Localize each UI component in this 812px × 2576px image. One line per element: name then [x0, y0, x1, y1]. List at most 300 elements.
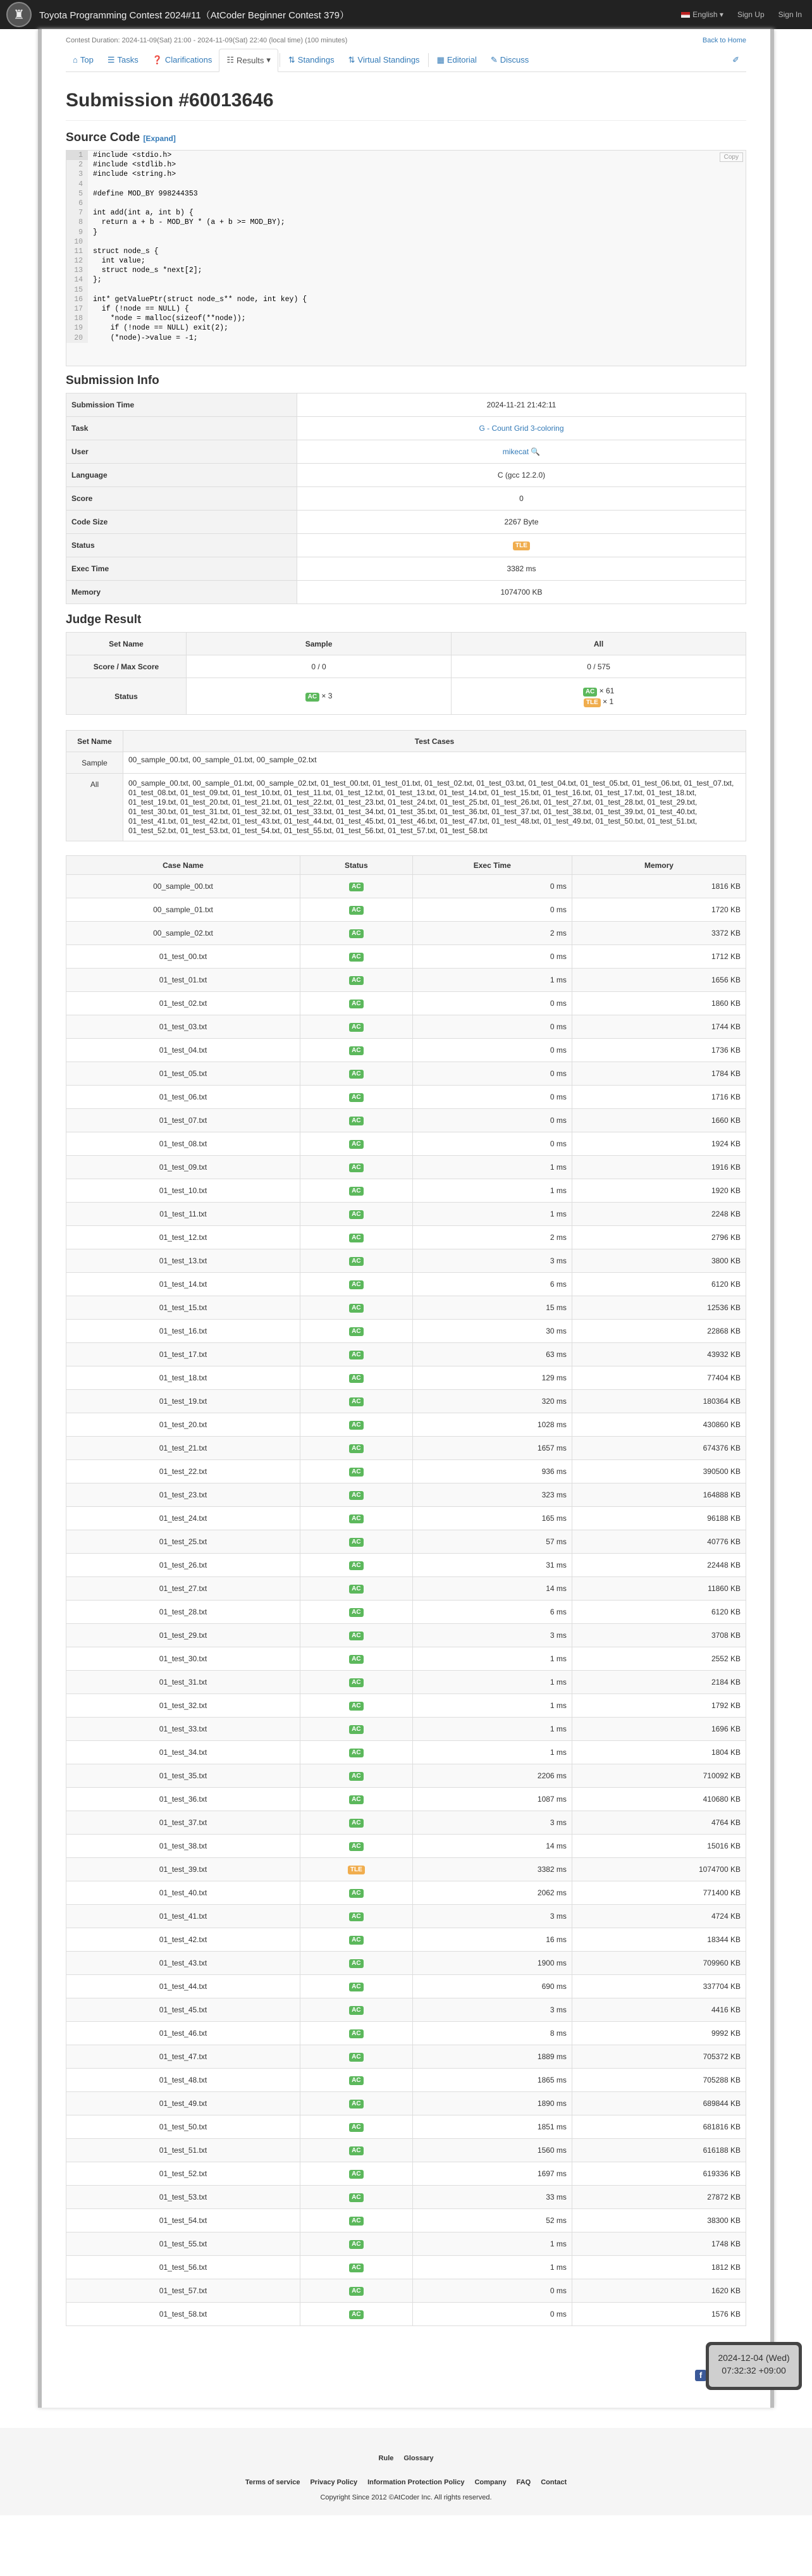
code-line: [66, 160, 746, 170]
table-row: [66, 1788, 746, 1811]
table-row: [66, 898, 746, 922]
case-status: [300, 1764, 412, 1788]
footer-link[interactable]: Glossary: [403, 2455, 434, 2462]
case-status: [300, 1998, 412, 2022]
status-badge: AC: [349, 1093, 363, 1102]
caret-down-icon: ▾: [266, 55, 271, 65]
sign-in-link[interactable]: Sign In: [778, 10, 802, 19]
table-row: [66, 2162, 746, 2186]
info-value: [297, 417, 746, 440]
tab-clarifications[interactable]: [145, 48, 219, 71]
memory: 1660 KB: [572, 1109, 746, 1132]
code-text: int add(int a, int b) {: [93, 209, 194, 218]
sample-status: [187, 678, 452, 715]
exec-time: 1 ms: [412, 1179, 572, 1203]
test-cases-header: Test Cases: [123, 731, 746, 752]
exec-time: 0 ms: [412, 1086, 572, 1109]
case-status: [300, 1647, 412, 1671]
info-row: [66, 557, 746, 581]
sign-up-link[interactable]: Sign Up: [737, 10, 765, 19]
table-row: [66, 1718, 746, 1741]
footer-link[interactable]: FAQ: [516, 2479, 531, 2486]
tab-standings[interactable]: [281, 48, 341, 71]
status-badge: AC: [583, 688, 597, 697]
exec-time: 0 ms: [412, 1109, 572, 1132]
info-key: Task: [66, 417, 297, 440]
memory: 3708 KB: [572, 1624, 746, 1647]
memory: 6120 KB: [572, 1601, 746, 1624]
case-status: [300, 2069, 412, 2092]
pin-icon[interactable]: ✐: [732, 54, 739, 65]
memory: 2248 KB: [572, 1203, 746, 1226]
table-row: [66, 1835, 746, 1858]
case-status: [300, 1952, 412, 1975]
table-row: [66, 1132, 746, 1156]
line-number: 18: [66, 314, 88, 323]
status-badge: AC: [349, 2053, 363, 2062]
case-status: [300, 1881, 412, 1905]
info-value: [297, 511, 746, 534]
case-status: [300, 1226, 412, 1249]
memory: 1924 KB: [572, 1132, 746, 1156]
tab-editorial[interactable]: [430, 48, 484, 71]
memory: 2184 KB: [572, 1671, 746, 1694]
tab-tasks[interactable]: [101, 48, 145, 71]
table-row: [66, 1156, 746, 1179]
line-number: 7: [66, 208, 88, 218]
table-row: [66, 2092, 746, 2115]
exec-time: 3 ms: [412, 1905, 572, 1928]
language-selector[interactable]: English ▾: [681, 10, 723, 19]
exec-time: 323 ms: [412, 1483, 572, 1507]
status-badge: AC: [349, 1819, 363, 1828]
info-key: Language: [66, 464, 297, 487]
status-badge: AC: [349, 2170, 363, 2179]
case-name: 01_test_44.txt: [66, 1975, 300, 1998]
info-key: Submission Time: [66, 393, 297, 417]
memory: 2552 KB: [572, 1647, 746, 1671]
all-cases: 00_sample_00.txt, 00_sample_01.txt, 00_sample_02.txt, 01_test_00.txt, 01_test_01.txt, 01_test_02.txt, 01_test_03.txt, 01_test_04.txt, 01_test_05.txt, 01_test_06.txt, 01_test_07.txt, 01_test_08.txt, 01_test_09.txt, 01_test_10.txt, 01_test_11.txt, 01_test_12.txt, 01_test_13.txt, 01_test_14.txt, 01_test_15.txt, 01_test_16.txt, 01_test_17.txt, 01_test_18.txt, 01_test_19.txt, 01_test_20.txt, 01_test_21.txt, 01_test_22.txt, 01_test_23.txt, 01_test_24.txt, 01_test_25.txt, 01_test_26.txt, 01_test_27.txt, 01_test_28.txt, 01_test_29.txt, 01_test_30.txt, 01_test_31.txt, 01_test_32.txt, 01_test_33.txt, 01_test_34.txt, 01_test_35.txt, 01_test_36.txt, 01_test_37.txt, 01_test_38.txt, 01_test_39.txt, 01_test_40.txt, 01_test_41.txt, 01_test_42.txt, 01_test_43.txt, 01_test_44.txt, 01_test_45.txt, 01_test_46.txt, 01_test_47.txt, 01_test_48.txt, 01_test_49.txt, 01_test_50.txt, 01_test_51.txt, 01_test_52.txt, 01_test_53.txt, 01_test_54.txt, 01_test_55.txt, 01_test_56.txt, 01_test_57.txt, 01_test_58.txt: [123, 774, 746, 841]
info-row: [66, 487, 746, 511]
case-status: [300, 1156, 412, 1179]
comment-icon: ✎: [490, 54, 498, 65]
status-badge: AC: [349, 2217, 363, 2226]
case-name: 01_test_29.txt: [66, 1624, 300, 1647]
code-text: [88, 285, 93, 295]
code-line: [66, 304, 746, 314]
footer-link[interactable]: Terms of service: [245, 2479, 300, 2486]
exec-time: 0 ms: [412, 898, 572, 922]
status-entry: [457, 686, 741, 697]
case-name: 00_sample_01.txt: [66, 898, 300, 922]
source-code-heading: [66, 131, 746, 145]
exec-time: 1851 ms: [412, 2115, 572, 2139]
status-count: × 61: [597, 686, 615, 695]
exec-time: 2 ms: [412, 1226, 572, 1249]
code-line: [66, 333, 746, 343]
info-value-text: 1074700 KB: [500, 588, 543, 597]
exec-time: 320 ms: [412, 1390, 572, 1413]
table-row: [66, 2209, 746, 2232]
case-name: 01_test_15.txt: [66, 1296, 300, 1320]
source-code-editor[interactable]: [66, 150, 746, 366]
exec-time: 0 ms: [412, 945, 572, 969]
sort-icon: ⇅: [288, 54, 295, 65]
table-row: [66, 922, 746, 945]
info-value-text: 2024-11-21 21:42:11: [486, 400, 557, 409]
memory: 164888 KB: [572, 1483, 746, 1507]
status-badge: AC: [349, 1070, 363, 1079]
line-number: 8: [66, 218, 88, 227]
tab-virtual-standings[interactable]: [341, 48, 427, 71]
code-line: [66, 151, 746, 160]
memory: 18344 KB: [572, 1928, 746, 1952]
info-value-text: C (gcc 12.2.0): [497, 471, 546, 480]
code-text: };: [93, 276, 102, 285]
memory: 9992 KB: [572, 2022, 746, 2045]
info-value: [297, 393, 746, 417]
status-badge: AC: [349, 882, 363, 891]
code-text: }: [93, 228, 97, 237]
case-status: [300, 1203, 412, 1226]
code-text: #include <stdlib.h>: [93, 161, 176, 170]
memory: 674376 KB: [572, 1437, 746, 1460]
status-badge: AC: [349, 1163, 363, 1172]
memory: 1576 KB: [572, 2303, 746, 2326]
status-badge: AC: [349, 1514, 363, 1523]
table-row: [66, 1952, 746, 1975]
case-status: [300, 1811, 412, 1835]
tab-editorial-label: Editorial: [446, 55, 477, 65]
exec-time: 14 ms: [412, 1577, 572, 1601]
case-status: [300, 1741, 412, 1764]
table-row: [66, 1320, 746, 1343]
info-row: [66, 440, 746, 464]
memory: 1792 KB: [572, 1694, 746, 1718]
memory: 6120 KB: [572, 1273, 746, 1296]
code-line: [66, 275, 746, 285]
status-badge: TLE: [584, 698, 601, 707]
code-line: [66, 208, 746, 218]
memory: 1804 KB: [572, 1741, 746, 1764]
case-name: 01_test_37.txt: [66, 1811, 300, 1835]
code-text: struct node_s *next[2];: [93, 266, 202, 275]
memory: 1860 KB: [572, 992, 746, 1015]
exec-time: 6 ms: [412, 1273, 572, 1296]
memory: 337704 KB: [572, 1975, 746, 1998]
info-value: [297, 557, 746, 581]
status-badge: AC: [349, 1585, 363, 1594]
info-row: [66, 417, 746, 440]
case-status: [300, 1343, 412, 1366]
memory: 1736 KB: [572, 1039, 746, 1062]
case-name: 01_test_07.txt: [66, 1109, 300, 1132]
search-icon[interactable]: 🔍: [529, 447, 541, 456]
table-row: [66, 1226, 746, 1249]
tab-clarifications-label: Clarifications: [164, 55, 212, 65]
source-code-title: Source Code: [66, 131, 140, 144]
table-row: [66, 1273, 746, 1296]
sample-set-name: Sample: [66, 752, 123, 774]
table-row: [66, 2139, 746, 2162]
line-number: 13: [66, 266, 88, 275]
line-number: 2: [66, 160, 88, 170]
status-badge: AC: [349, 1468, 363, 1477]
copyright: Copyright Since 2012 ©AtCoder Inc. All rights reserved.: [320, 2494, 492, 2501]
status-badge: AC: [349, 1374, 363, 1383]
fixed-clock: [706, 2342, 802, 2390]
info-key: Score: [66, 487, 297, 511]
case-status: [300, 1483, 412, 1507]
exec-time: 690 ms: [412, 1975, 572, 1998]
footer-link[interactable]: Rule: [378, 2455, 394, 2462]
case-name: 01_test_27.txt: [66, 1577, 300, 1601]
case-status: [300, 2139, 412, 2162]
facebook-icon[interactable]: f: [695, 2370, 706, 2381]
case-status: [300, 1905, 412, 1928]
status-header: Status: [300, 856, 412, 875]
table-row: [66, 1179, 746, 1203]
case-status: [300, 2045, 412, 2069]
tab-discuss[interactable]: [484, 48, 536, 71]
case-status: [300, 1601, 412, 1624]
tab-top[interactable]: [66, 48, 101, 71]
memory: 619336 KB: [572, 2162, 746, 2186]
case-name: 01_test_30.txt: [66, 1647, 300, 1671]
status-badge: AC: [349, 1749, 363, 1757]
case-status: [300, 2209, 412, 2232]
code-text: #define MOD_BY 998244353: [93, 189, 198, 198]
info-value: [297, 487, 746, 511]
info-key: Code Size: [66, 511, 297, 534]
status-badge: AC: [349, 1397, 363, 1406]
memory: 390500 KB: [572, 1460, 746, 1483]
exec-time: 1 ms: [412, 2256, 572, 2279]
table-row: [66, 1483, 746, 1507]
line-number: 9: [66, 228, 88, 237]
table-row: [66, 1601, 746, 1624]
table-row: [66, 2022, 746, 2045]
status-badge: AC: [349, 1351, 363, 1359]
memory: 1916 KB: [572, 1156, 746, 1179]
tab-top-label: Top: [80, 55, 94, 65]
code-text: *node = malloc(sizeof(**node));: [93, 314, 246, 323]
table-row: [66, 1039, 746, 1062]
case-status: [300, 2303, 412, 2326]
exec-time: 0 ms: [412, 2279, 572, 2303]
table-row: [66, 1249, 746, 1273]
task-link[interactable]: G - Count Grid 3-coloring: [479, 424, 564, 433]
table-row: [66, 992, 746, 1015]
memory: 11860 KB: [572, 1577, 746, 1601]
case-name: 01_test_04.txt: [66, 1039, 300, 1062]
exec-time: 165 ms: [412, 1507, 572, 1530]
status-badge: AC: [349, 1608, 363, 1617]
case-status: [300, 1788, 412, 1811]
home-icon: ⌂: [73, 55, 78, 65]
exec-time: 0 ms: [412, 875, 572, 898]
status-badge: AC: [349, 976, 363, 985]
status-badge: AC: [349, 1000, 363, 1008]
exec-time: 129 ms: [412, 1366, 572, 1390]
footer-link[interactable]: Company: [474, 2479, 507, 2486]
case-name: 01_test_54.txt: [66, 2209, 300, 2232]
status-badge: AC: [349, 929, 363, 938]
status-badge: AC: [349, 1912, 363, 1921]
memory: 15016 KB: [572, 1835, 746, 1858]
case-status: [300, 1109, 412, 1132]
exec-time: 33 ms: [412, 2186, 572, 2209]
footer-link[interactable]: Privacy Policy: [310, 2479, 358, 2486]
case-status: [300, 1179, 412, 1203]
contest-title[interactable]: Toyota Programming Contest 2024#11（AtCoder Beginner Contest 379）: [39, 9, 349, 21]
user-link[interactable]: mikecat: [502, 447, 529, 456]
code-text: (*node)->value = -1;: [93, 333, 198, 342]
copy-button[interactable]: Copy: [720, 152, 743, 162]
tab-tasks-label: Tasks: [117, 55, 138, 65]
case-name: 01_test_36.txt: [66, 1788, 300, 1811]
case-name: 01_test_10.txt: [66, 1179, 300, 1203]
tab-discuss-label: Discuss: [500, 55, 529, 65]
exec-time: 1 ms: [412, 2232, 572, 2256]
tab-virtual-standings-label: Virtual Standings: [357, 55, 420, 65]
table-row: [66, 1647, 746, 1671]
status-badge: AC: [349, 1046, 363, 1055]
status-badge: AC: [349, 1234, 363, 1242]
case-name-header: Case Name: [66, 856, 300, 875]
nav-divider: [428, 53, 429, 67]
code-text: return a + b - MOD_BY * (a + b >= MOD_BY);: [93, 218, 285, 227]
exec-time: 1 ms: [412, 1156, 572, 1179]
table-row: [66, 1460, 746, 1483]
table-row: [66, 1858, 746, 1881]
judge-summary-table: [66, 632, 746, 715]
table-row: [66, 1507, 746, 1530]
back-to-home-link[interactable]: Back to Home: [702, 37, 746, 44]
status-badge: AC: [349, 1889, 363, 1898]
code-text: int* getValuePtr(struct node_s** node, int key) {: [93, 295, 307, 304]
exec-time: 1889 ms: [412, 2045, 572, 2069]
status-badge: TLE: [348, 1866, 365, 1874]
status-badge: AC: [349, 1210, 363, 1219]
case-status: [300, 1437, 412, 1460]
exec-time: 1 ms: [412, 1203, 572, 1226]
memory: 430860 KB: [572, 1413, 746, 1437]
case-name: 01_test_31.txt: [66, 1671, 300, 1694]
table-row: [66, 875, 746, 898]
status-badge: AC: [349, 2123, 363, 2132]
memory: 705288 KB: [572, 2069, 746, 2092]
status-badge: AC: [349, 1491, 363, 1500]
case-name: 01_test_00.txt: [66, 945, 300, 969]
status-badge: AC: [349, 2029, 363, 2038]
case-name: 01_test_34.txt: [66, 1741, 300, 1764]
score-label: Score / Max Score: [66, 655, 187, 678]
table-row: [66, 1624, 746, 1647]
status-badge: AC: [349, 2146, 363, 2155]
case-name: 01_test_58.txt: [66, 2303, 300, 2326]
exec-time: 2 ms: [412, 922, 572, 945]
case-name: 00_sample_02.txt: [66, 922, 300, 945]
case-name: 01_test_46.txt: [66, 2022, 300, 2045]
case-name: 01_test_33.txt: [66, 1718, 300, 1741]
line-number: 14: [66, 275, 88, 285]
exec-time: 8 ms: [412, 2022, 572, 2045]
code-line: [66, 247, 746, 256]
sample-header: Sample: [187, 633, 452, 655]
case-name: 01_test_14.txt: [66, 1273, 300, 1296]
all-status: [452, 678, 746, 715]
code-text: int value;: [93, 257, 145, 266]
table-row: [66, 1413, 746, 1437]
line-number: 5: [66, 189, 88, 199]
exec-time: 3 ms: [412, 1811, 572, 1835]
table-row: [66, 1366, 746, 1390]
table-row: [66, 2045, 746, 2069]
exec-time: 1 ms: [412, 969, 572, 992]
exec-time: 1 ms: [412, 1718, 572, 1741]
status-badge: AC: [349, 1632, 363, 1640]
status-badge: AC: [349, 1327, 363, 1336]
contest-duration: Contest Duration: 2024-11-09(Sat) 21:00 - 2024-11-09(Sat) 22:40 (local time) (100 minutes): [66, 37, 348, 44]
clock-face: [709, 2345, 799, 2387]
memory: 1816 KB: [572, 875, 746, 898]
case-name: 01_test_38.txt: [66, 1835, 300, 1858]
case-name: 01_test_08.txt: [66, 1132, 300, 1156]
exec-time: 31 ms: [412, 1554, 572, 1577]
case-name: 01_test_23.txt: [66, 1483, 300, 1507]
memory: 1074700 KB: [572, 1858, 746, 1881]
case-status: [300, 1460, 412, 1483]
case-name: 01_test_42.txt: [66, 1928, 300, 1952]
table-row: [66, 945, 746, 969]
case-name: 01_test_51.txt: [66, 2139, 300, 2162]
expand-link[interactable]: [Expand]: [143, 134, 176, 143]
status-badge: AC: [349, 1725, 363, 1734]
case-name: 01_test_52.txt: [66, 2162, 300, 2186]
code-line: [66, 256, 746, 266]
footer-link[interactable]: Information Protection Policy: [367, 2479, 465, 2486]
line-number: 4: [66, 180, 88, 189]
memory: 410680 KB: [572, 1788, 746, 1811]
code-line: [66, 170, 746, 179]
case-name: 01_test_35.txt: [66, 1764, 300, 1788]
status-badge: AC: [349, 2310, 363, 2319]
code-line: [66, 295, 746, 304]
submission-info-heading: Submission Info: [66, 374, 159, 387]
case-status: [300, 2279, 412, 2303]
case-status: [300, 2162, 412, 2186]
footer-link[interactable]: Contact: [541, 2479, 567, 2486]
tab-results[interactable]: [219, 49, 278, 72]
footer-links-secondary: [0, 2479, 812, 2486]
book-icon: ▦: [436, 54, 445, 65]
status-badge: AC: [349, 2193, 363, 2202]
case-status: [300, 945, 412, 969]
exec-time: 0 ms: [412, 992, 572, 1015]
exec-time: 3 ms: [412, 1249, 572, 1273]
status-badge: TLE: [513, 542, 530, 550]
case-name: 01_test_02.txt: [66, 992, 300, 1015]
case-name: 01_test_47.txt: [66, 2045, 300, 2069]
atcoder-logo-icon[interactable]: ♜: [6, 2, 32, 27]
case-status: [300, 2186, 412, 2209]
flag-icon: [681, 12, 690, 18]
all-set-name: All: [66, 774, 123, 841]
memory: 1920 KB: [572, 1179, 746, 1203]
status-badge: AC: [349, 1702, 363, 1711]
exec-time: 3382 ms: [412, 1858, 572, 1881]
